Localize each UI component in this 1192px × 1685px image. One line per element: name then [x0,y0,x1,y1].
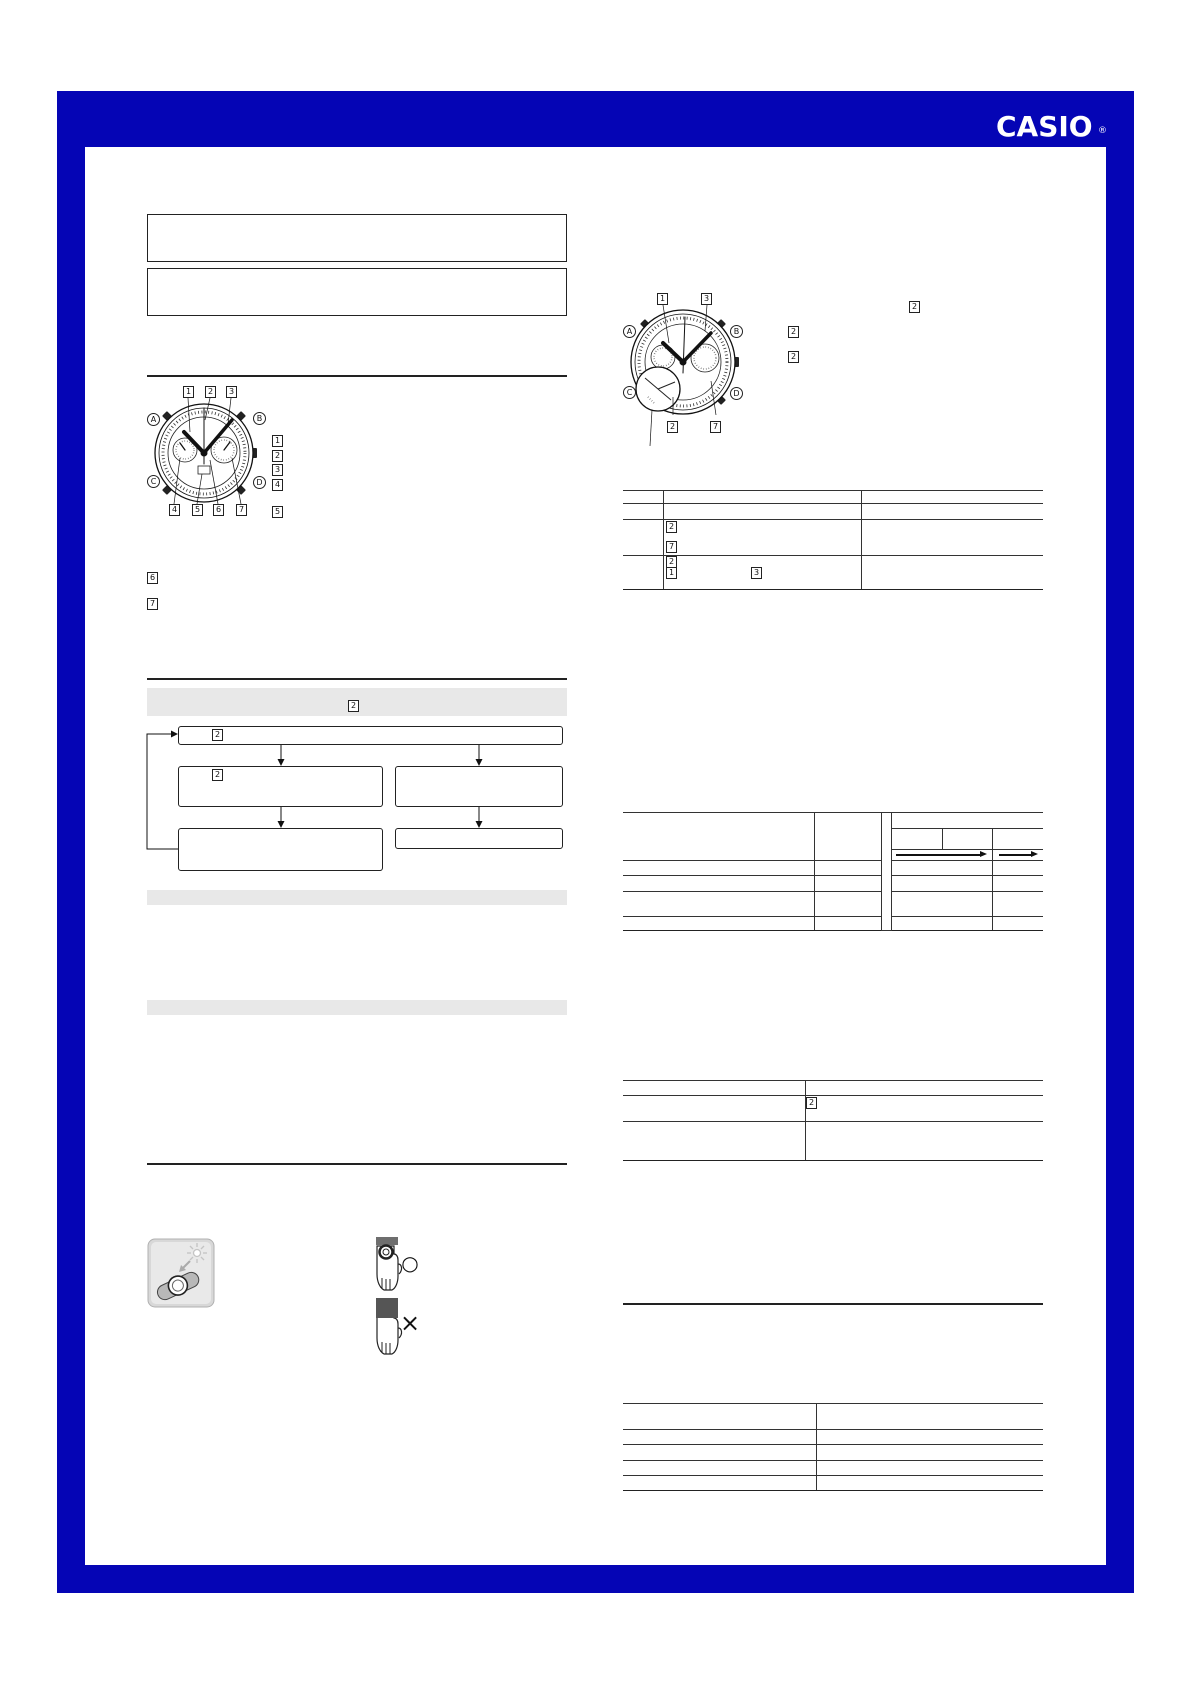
table-cell [816,1445,1043,1461]
table-cell [992,917,1043,931]
table-cell [891,892,992,917]
legend-marker-1: 1 [272,435,283,447]
table-cell [816,1476,1043,1491]
table-cell [942,829,992,850]
sun-icon [187,1243,207,1263]
button-c-label: C [623,386,636,399]
table-cell [623,504,663,520]
table-cell [816,1430,1043,1445]
section-rule [147,375,567,377]
table-cell [891,850,992,861]
callout-1-marker: 1 [657,293,668,305]
callout-6-marker: 6 [213,504,224,516]
indicator-window [198,466,210,474]
button-c-label: C [147,475,160,488]
table-cell [623,1096,805,1122]
table-row [623,1430,1043,1445]
table-cell [623,1430,816,1445]
flow-branch-marker: 2 [212,769,223,781]
table-cell [891,861,992,876]
note-marker-6: 6 [147,572,158,584]
table-row [623,861,1043,876]
table-cell [663,556,861,590]
table-cell [805,1081,1043,1096]
table-1 [623,490,1043,590]
step-marker: 2 [788,326,799,338]
table-cell [623,1081,805,1096]
table-cell [816,1461,1043,1476]
table-cell [814,876,881,892]
wrist-uncovered-icon [376,1237,402,1290]
button-a-label: A [147,413,160,426]
legend-marker-3: 3 [272,464,283,476]
table-cell [861,491,1043,504]
table-row [623,1096,1043,1122]
table-cell [814,861,881,876]
table-4 [623,1403,1043,1491]
table-cell [891,829,942,850]
table-cell [992,892,1043,917]
table-cell [992,861,1043,876]
table-3 [623,1080,1043,1161]
table-row [623,520,1043,556]
callout-3-marker: 3 [701,293,712,305]
table-1-marker: 7 [666,541,677,553]
flow-arrows [140,720,570,880]
table-row [623,556,1043,590]
table-cell [861,504,1043,520]
table-cell [663,520,861,556]
button-a-label: A [623,325,636,338]
watch-face-icon [615,285,755,455]
flow-loop-arrowhead [171,731,178,738]
table-cell [992,829,1043,850]
wrist-examples [366,1234,426,1359]
table-divider [881,813,891,931]
table-row [623,876,1043,892]
watch-diagram-left [140,380,270,525]
leader-line [650,410,652,446]
subheading-band [147,890,567,905]
table-cell [891,813,1043,829]
table-cell [623,491,663,504]
flow-loop-line [147,734,178,849]
legend-marker-5: 5 [272,506,283,518]
arrow-short-icon [999,854,1032,856]
callout-7-marker: 7 [710,421,721,433]
table-3-marker: 2 [806,1097,817,1109]
step-marker: 2 [909,301,920,313]
legend-marker-2: 2 [272,450,283,462]
callout-5-marker: 5 [192,504,203,516]
correct-mark: ○ [401,1251,419,1275]
section-rule [623,1303,1043,1305]
callout-4-marker: 4 [169,504,180,516]
section-rule [147,678,567,680]
table-header-row [623,813,1043,829]
button-b-label: B [253,412,266,425]
callout-2-marker: 2 [205,386,216,398]
note-marker-7: 7 [147,598,158,610]
table-cell [623,556,663,590]
flow-heading-marker: 2 [348,700,359,712]
table-cell [816,1404,1043,1430]
table-cell [623,1476,816,1491]
callout-2-marker: 2 [667,421,678,433]
watch-diagram-right [615,285,755,455]
callout-1-marker: 1 [183,386,194,398]
section-rule [147,1163,567,1165]
table-cell [814,917,881,931]
button-b-label: B [730,325,743,338]
table-header-row [623,1404,1043,1430]
magnifier-icon [636,367,680,411]
subheading-band [147,1000,567,1015]
table-header-row [623,1081,1043,1096]
table-row [623,917,1043,931]
table-cell [663,504,861,520]
table-cell [623,1461,816,1476]
table-cell [891,876,992,892]
table-cell [861,520,1043,556]
legend-marker-4: 4 [272,479,283,491]
notice-box-2 [147,268,567,316]
button-d-label: D [253,476,266,489]
watch-face-icon [140,380,270,525]
table-cell [623,1445,816,1461]
table-cell [623,1404,816,1430]
light-charging-icon [147,1238,215,1308]
table-cell [992,850,1043,861]
table-cell [891,917,992,931]
table-cell [623,813,814,861]
table-cell [992,876,1043,892]
table-row [623,1122,1043,1161]
table-cell [805,1122,1043,1161]
table-cell [814,813,881,861]
table-1-marker: 2 [666,556,677,568]
table-cell [623,892,814,917]
table-1-marker: 3 [751,567,762,579]
table-row [623,1476,1043,1491]
registered-mark: ® [1098,126,1107,136]
table-1-marker: 2 [666,521,677,533]
table-cell [623,876,814,892]
table-row [623,1461,1043,1476]
notice-box-1 [147,214,567,262]
table-cell [623,861,814,876]
table-header-row [623,491,1043,504]
table-row [623,504,1043,520]
wrist-covered-icon [376,1298,402,1354]
button-d-label: D [730,387,743,400]
callout-3-marker: 3 [226,386,237,398]
table-1-marker: 1 [666,567,677,579]
table-cell [623,520,663,556]
flow-start-marker: 2 [212,729,223,741]
table-cell [805,1096,1043,1122]
table-2 [623,812,1043,931]
table-row [623,892,1043,917]
table-cell [861,556,1043,590]
table-cell [623,917,814,931]
casio-logo: CASIO [996,110,1093,143]
table-cell [663,491,861,504]
table-row [623,1445,1043,1461]
step-marker: 2 [788,351,799,363]
arrow-long-icon [896,854,980,856]
callout-7-marker: 7 [236,504,247,516]
table-cell [814,892,881,917]
table-cell [623,1122,805,1161]
incorrect-mark: × [399,1309,421,1337]
